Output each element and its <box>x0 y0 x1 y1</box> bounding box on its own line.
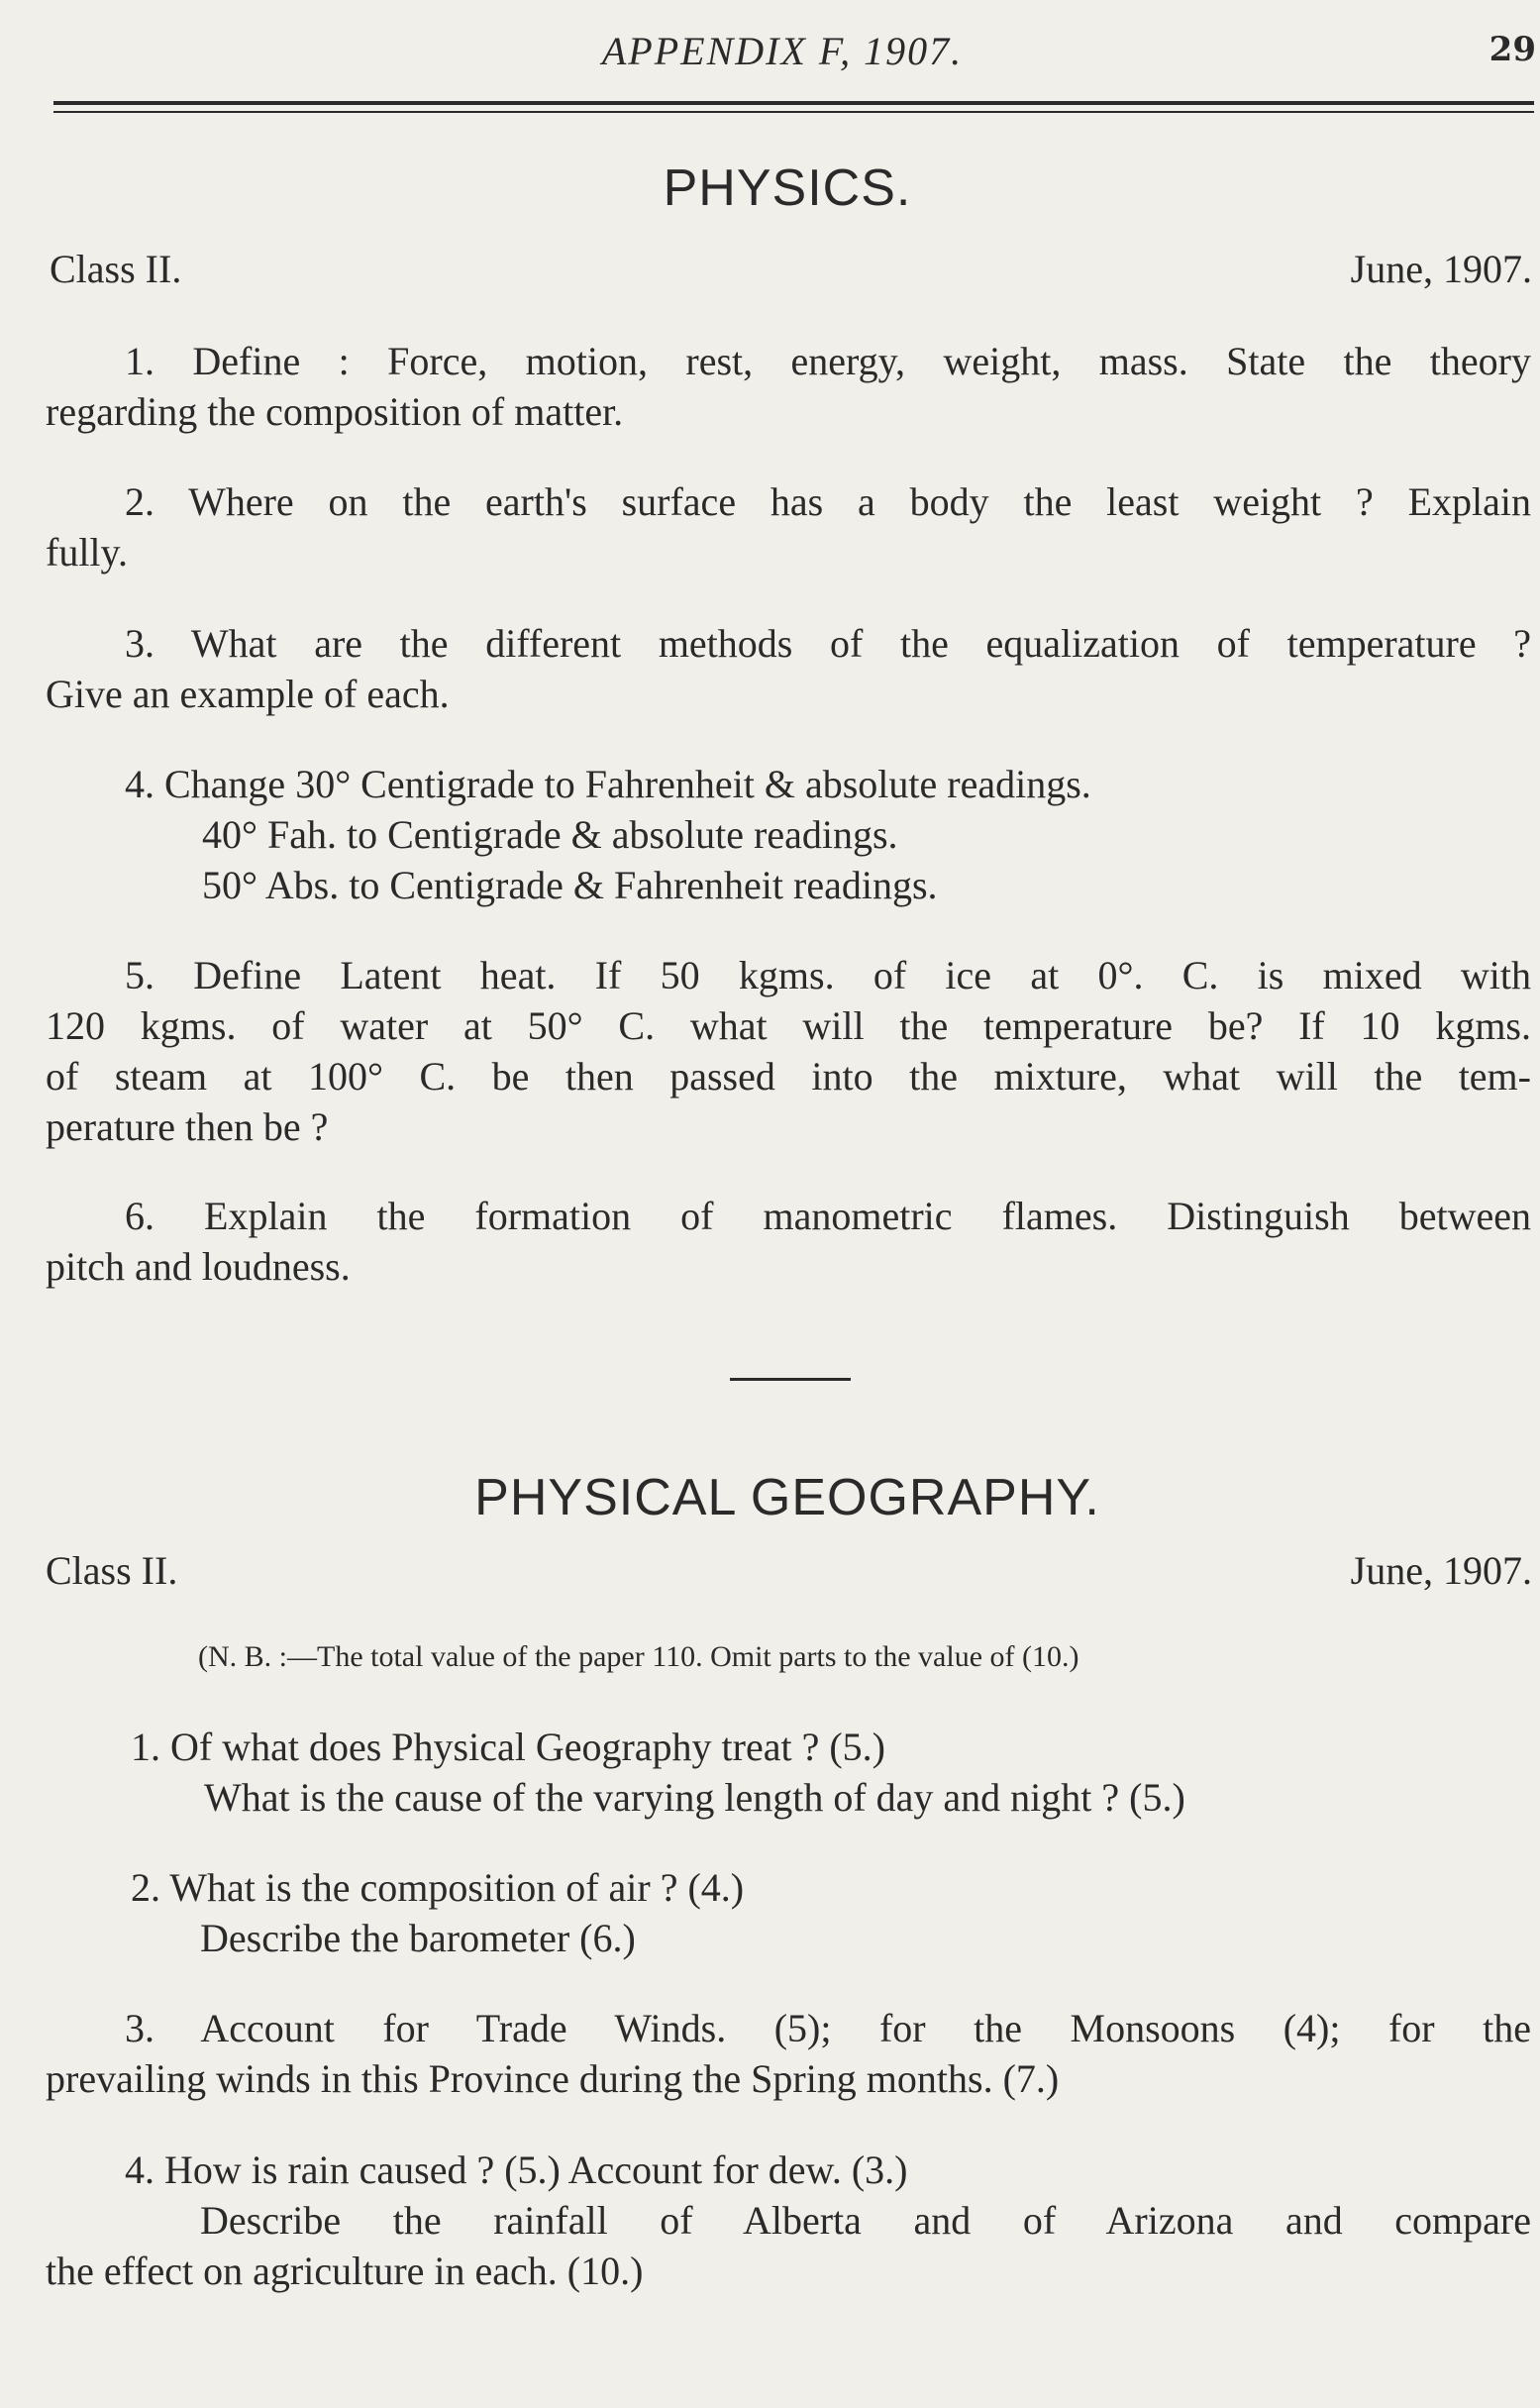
question-line: 4. How is rain caused ? (5.) Account for dew. (3.) <box>125 2147 908 2192</box>
question-line: the effect on agriculture in each. (10.) <box>46 2249 644 2293</box>
question-line: 6. Explain the formation of manometric flames. Distinguish between <box>125 1194 1531 1238</box>
page-header <box>0 28 1540 77</box>
geography-question-4 <box>46 2145 1531 2296</box>
question-line: regarding the composition of matter. <box>46 389 624 434</box>
question-line: 2. Where on the earth's surface has a body the least weight ? Explain <box>125 479 1531 524</box>
geography-question-2 <box>46 1862 1531 1963</box>
question-line: Give an example of each. <box>46 672 450 716</box>
question-line: 5. Define Latent heat. If 50 kgms. of ice at 0°. C. is mixed with <box>125 953 1531 997</box>
physics-date: June, 1907. <box>1350 247 1532 291</box>
physics-question-4 <box>46 759 1531 910</box>
physics-question-2 <box>46 476 1531 577</box>
geography-question-1 <box>46 1722 1531 1823</box>
question-line: fully. <box>46 530 128 575</box>
header-double-rule <box>53 101 1534 115</box>
question-line: 50° Abs. to Centigrade & Fahrenheit readings. <box>202 863 938 907</box>
physics-title: PHYSICS. <box>663 159 912 217</box>
question-line: prevailing winds in this Province during the Spring months. (7.) <box>46 2056 1060 2101</box>
section-divider <box>730 1378 851 1381</box>
question-line: 40° Fah. to Centigrade & absolute readings. <box>202 812 898 857</box>
question-line: Describe the barometer (6.) <box>200 1916 636 1960</box>
question-line: 3. What are the different methods of the equalization of temperature ? <box>125 621 1531 666</box>
running-title: APPENDIX F, 1907. <box>601 29 964 73</box>
question-line: Describe the rainfall of Alberta and of Arizona and compare <box>200 2198 1531 2243</box>
question-line: pitch and loudness. <box>46 1244 351 1289</box>
question-line: 120 kgms. of water at 50° C. what will the temperature be? If 10 kgms. <box>46 1003 1531 1048</box>
question-line: 1. Define : Force, motion, rest, energy, weight, mass. State the theory <box>125 339 1531 383</box>
geography-date: June, 1907. <box>1350 1548 1532 1593</box>
physics-question-3 <box>46 618 1531 719</box>
physics-question-6 <box>46 1191 1531 1292</box>
question-line: 3. Account for Trade Winds. (5); for the Monsoons (4); for the <box>125 2006 1531 2050</box>
question-line: What is the cause of the varying length of day and night ? (5.) <box>204 1775 1185 1820</box>
question-line: 4. Change 30° Centigrade to Fahrenheit & absolute readings. <box>125 762 1091 806</box>
question-line: of steam at 100° C. be then passed into the mixture, what will the tem- <box>46 1054 1531 1099</box>
geography-class: Class II. <box>46 1548 178 1593</box>
geography-question-3 <box>46 2003 1531 2104</box>
question-line: 2. What is the composition of air ? (4.) <box>131 1865 745 1910</box>
nb-note: (N. B. :—The total value of the paper 110. Omit parts to the value of (10.) <box>198 1640 1079 1673</box>
physical-geography-title: PHYSICAL GEOGRAPHY. <box>474 1469 1100 1526</box>
physics-class: Class II. <box>50 247 182 291</box>
page-number: 29 <box>1489 30 1536 69</box>
question-line: 1. Of what does Physical Geography treat ? (5.) <box>131 1725 885 1769</box>
physics-question-1 <box>46 336 1531 437</box>
physics-question-5 <box>46 950 1531 1152</box>
question-line: perature then be ? <box>46 1104 329 1149</box>
